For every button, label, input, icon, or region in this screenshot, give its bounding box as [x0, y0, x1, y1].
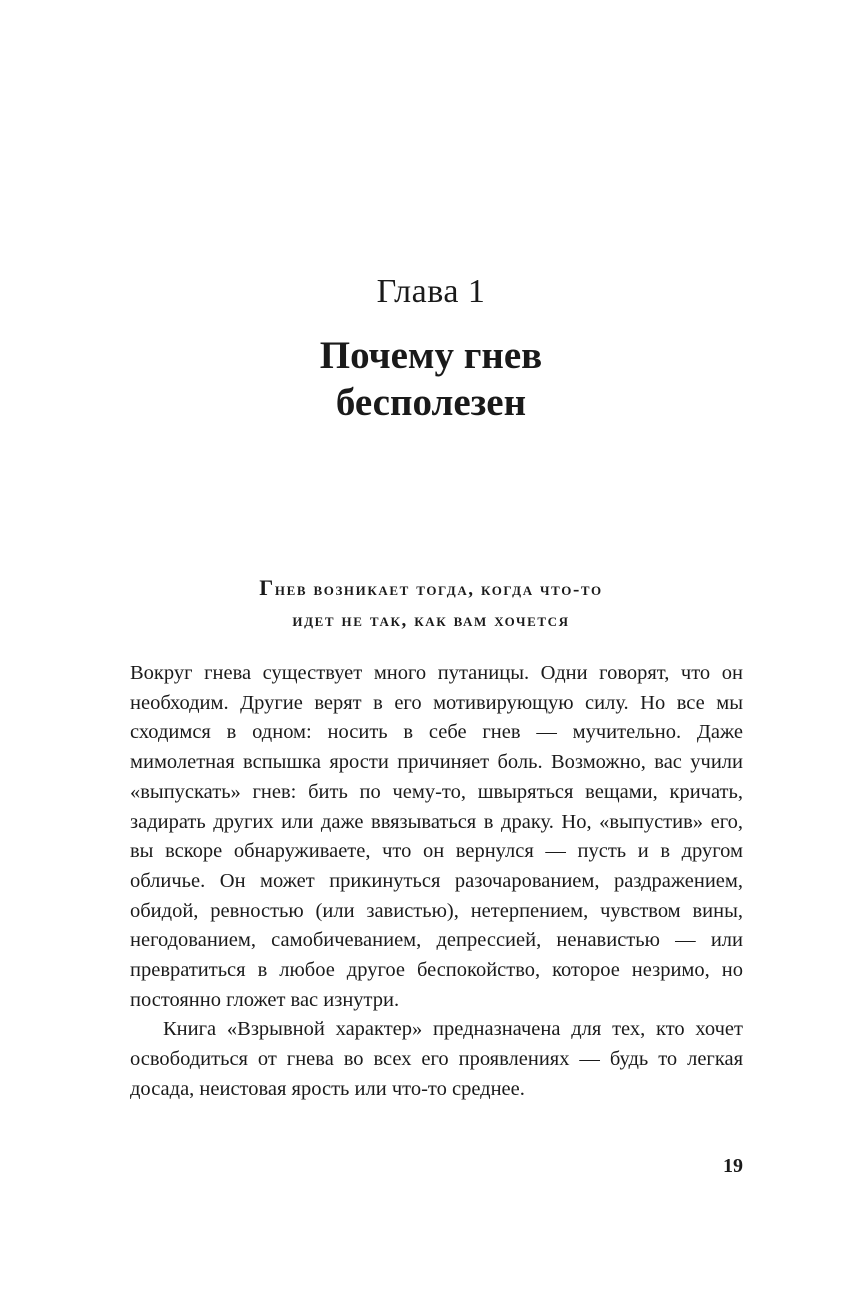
chapter-title	[0, 332, 862, 426]
chapter-title-line: Почему гнев	[319, 334, 543, 377]
page-number: 19	[723, 1155, 743, 1177]
section-heading	[0, 572, 862, 636]
body-text	[130, 659, 743, 1105]
paragraph: Книга «Взрывной характер» предназначена для тех, кто хочет освободиться от гнева во всех его проявлениях — будь то легкая досада, неистовая ярость или что-то среднее.	[130, 1018, 743, 1100]
paragraph: Вокруг гнева существует много путаницы. Одни говорят, что он необходим. Другие верят в его мотивирующую силу. Но все мы сходимся в одном: носить в себе гнев — мучительно. Даже мимолетная вспышка ярости причиняет боль. Возможно, вас учили «выпускать» гнев: бить по чему-то, швыряться вещами, кричать, задирать других или даже ввязываться в драку. Но, «выпустив» его, вы вскоре обнаруживаете, что он вернулся — пусть и в другом обличье. Он может прикинуться разочарованием, раздражением, обидой, ревностью (или завистью), нетерпением, чувством вины, негодованием, самобичеванием, депрессией, ненавистью — или превратиться в любое другое беспокойство, которое незримо, но постоянно гложет вас изнутри.	[130, 662, 743, 1011]
chapter-title-line: бесполезен	[335, 381, 527, 424]
section-heading-line: идет не так, как вам хочется	[292, 610, 570, 631]
section-heading-line: Гнев возникает тогда, когда что-то	[259, 575, 603, 600]
chapter-label: Глава 1	[376, 273, 486, 310]
